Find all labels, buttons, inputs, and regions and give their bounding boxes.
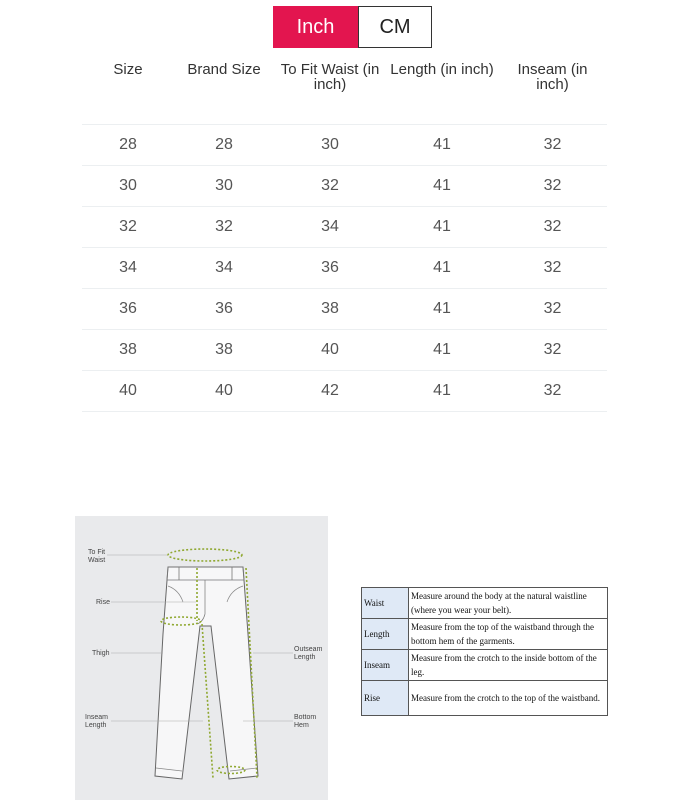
cell-inseam: 32 (498, 207, 607, 248)
label-bottom-hem: Bottom Hem (294, 714, 317, 729)
cell-inseam: 32 (498, 371, 607, 412)
cell-inseam: 32 (498, 289, 607, 330)
cell-waist: 36 (274, 248, 386, 289)
size-chart-table (82, 58, 607, 412)
legend-description: Measure from the top of the waistband through the bottom hem of the garments. (409, 619, 608, 650)
cell-size: 36 (82, 289, 174, 330)
legend-description: Measure from the crotch to the top of the waistband. (409, 681, 608, 716)
cell-waist: 32 (274, 166, 386, 207)
cell-size: 32 (82, 207, 174, 248)
cell-size: 30 (82, 166, 174, 207)
cell-waist: 34 (274, 207, 386, 248)
cell-inseam: 32 (498, 125, 607, 166)
cell-brand-size: 36 (174, 289, 274, 330)
cell-brand-size: 40 (174, 371, 274, 412)
unit-toggle (273, 6, 432, 48)
cell-brand-size: 38 (174, 330, 274, 371)
cell-length: 41 (386, 166, 498, 207)
cell-size: 34 (82, 248, 174, 289)
cell-size: 38 (82, 330, 174, 371)
cell-waist: 30 (274, 125, 386, 166)
header-to-fit-waist: To Fit Waist (in inch) (274, 58, 386, 125)
cell-inseam: 32 (498, 330, 607, 371)
cm-button[interactable]: CM (358, 6, 432, 48)
label-inseam-length: Inseam Length (85, 714, 108, 729)
jeans-measurement-diagram (75, 516, 328, 800)
cell-brand-size: 34 (174, 248, 274, 289)
header-length: Length (in inch) (386, 58, 498, 125)
legend-description: Measure around the body at the natural waistline (where you wear your belt). (409, 588, 608, 619)
legend-description: Measure from the crotch to the inside bottom of the leg. (409, 650, 608, 681)
table-row (82, 166, 607, 207)
cell-size: 28 (82, 125, 174, 166)
measurement-legend-table (361, 587, 608, 716)
cell-brand-size: 32 (174, 207, 274, 248)
table-row (82, 248, 607, 289)
cell-length: 41 (386, 248, 498, 289)
legend-term: Inseam (362, 650, 409, 681)
legend-term: Rise (362, 681, 409, 716)
cell-size: 40 (82, 371, 174, 412)
legend-term: Length (362, 619, 409, 650)
header-size: Size (82, 58, 174, 125)
label-to-fit-waist: To Fit Waist (88, 549, 106, 564)
cell-brand-size: 30 (174, 166, 274, 207)
header-inseam: Inseam (in inch) (498, 58, 607, 125)
cell-length: 41 (386, 330, 498, 371)
label-outseam-length: Outseam Length (294, 646, 323, 661)
header-brand-size: Brand Size (174, 58, 274, 125)
table-row (82, 330, 607, 371)
table-header-row (82, 58, 607, 125)
cell-length: 41 (386, 289, 498, 330)
cell-length: 41 (386, 207, 498, 248)
cell-brand-size: 28 (174, 125, 274, 166)
legend-term: Waist (362, 588, 409, 619)
inch-button[interactable]: Inch (273, 6, 358, 48)
inseam-measure-line (202, 624, 213, 778)
legend-row (362, 681, 608, 716)
table-row (82, 289, 607, 330)
cell-inseam: 32 (498, 248, 607, 289)
cell-length: 41 (386, 371, 498, 412)
jeans-outline (155, 567, 258, 779)
legend-row (362, 619, 608, 650)
legend-row (362, 650, 608, 681)
label-thigh: Thigh (92, 650, 110, 657)
cell-inseam: 32 (498, 166, 607, 207)
cell-waist: 38 (274, 289, 386, 330)
cell-length: 41 (386, 125, 498, 166)
waist-measure-line (168, 549, 242, 561)
label-rise: Rise (96, 599, 111, 606)
table-row (82, 207, 607, 248)
legend-row (362, 588, 608, 619)
table-row (82, 371, 607, 412)
table-row (82, 125, 607, 166)
cell-waist: 40 (274, 330, 386, 371)
cell-waist: 42 (274, 371, 386, 412)
